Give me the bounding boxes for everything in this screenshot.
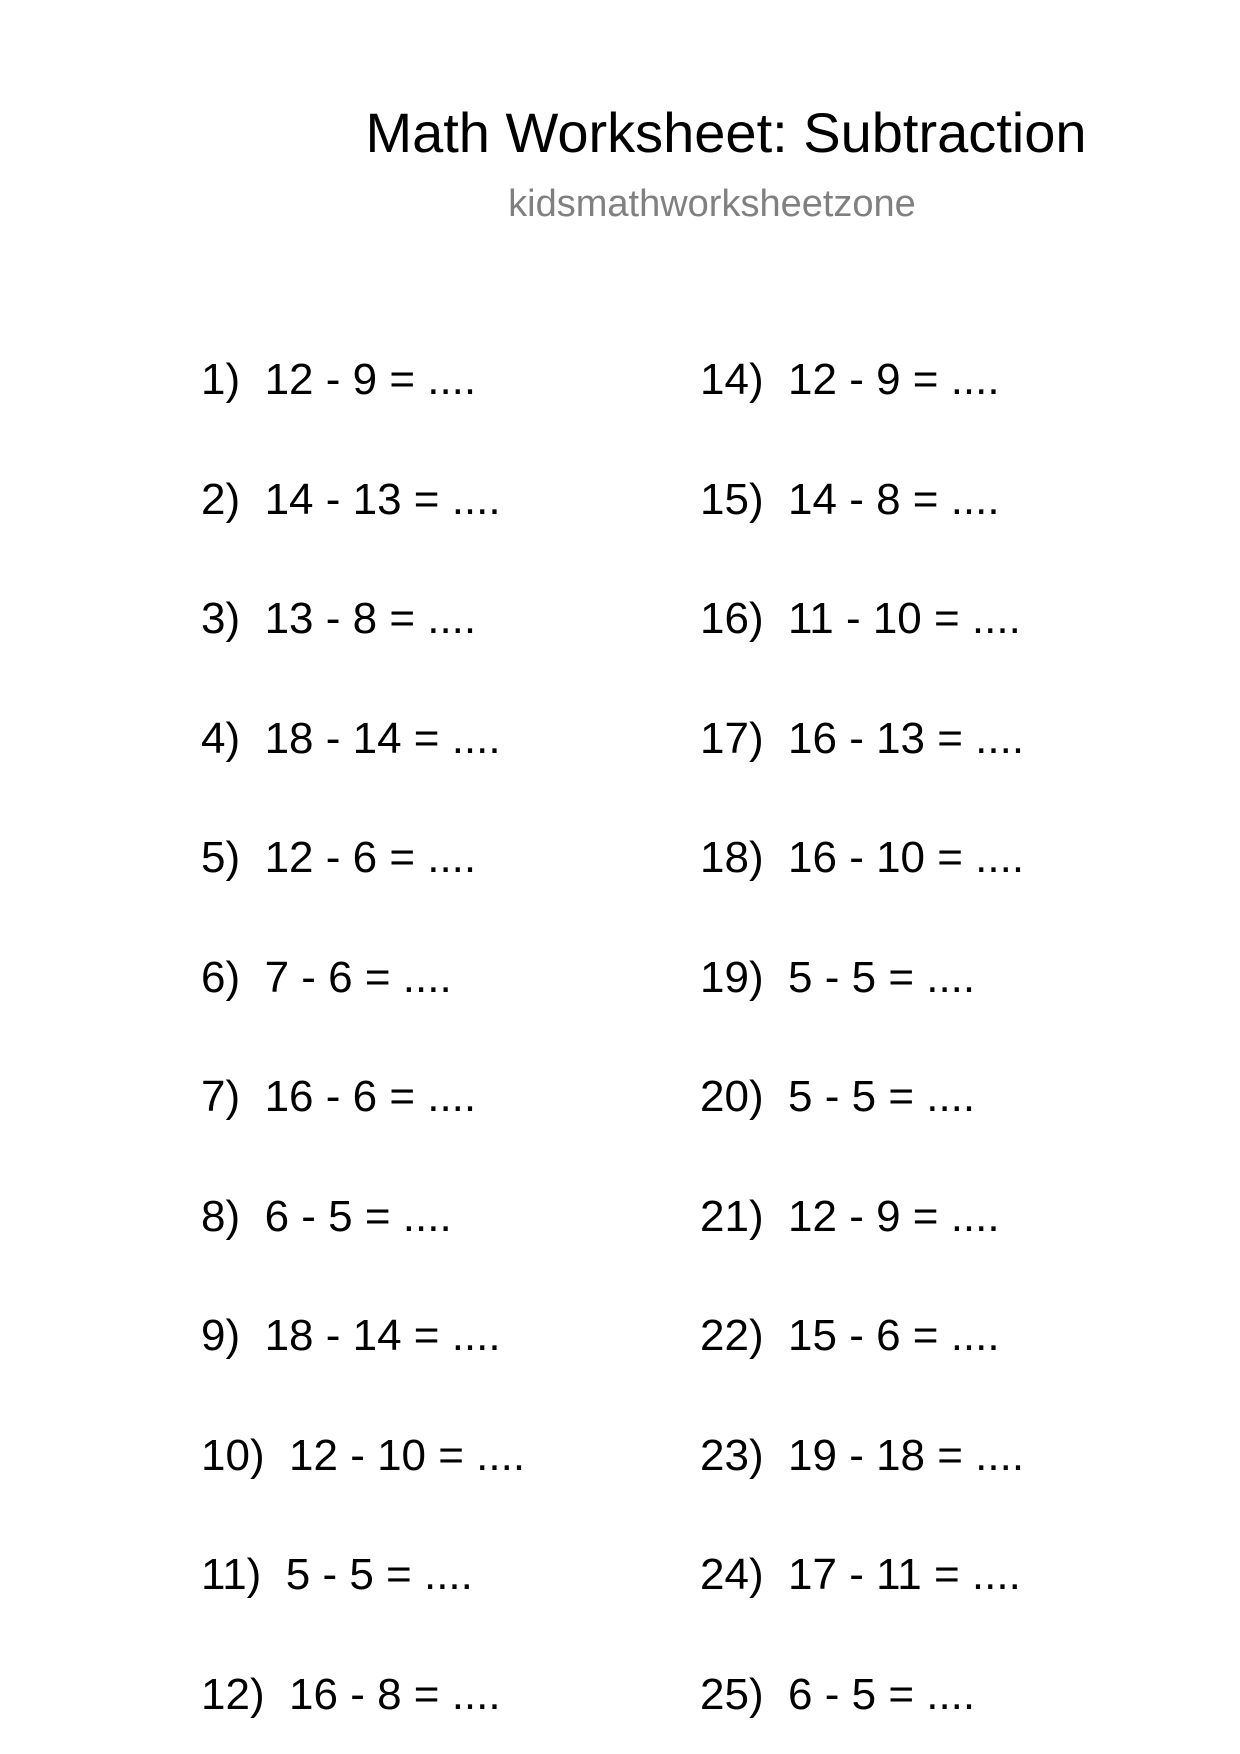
problem-number: 16) [700,594,764,643]
problem-number: 8) [201,1191,241,1241]
problem-item [201,1669,501,1719]
problem-number: 10) [201,1430,265,1480]
worksheet-title: Math Worksheet: Subtraction [365,101,1087,164]
problem-number: 20) [700,1072,764,1121]
problem-number: 15) [700,474,764,524]
problem-expression: 17 - 11 = .... [788,1550,1021,1599]
problem-item [700,1669,976,1719]
problem-item [201,1072,477,1121]
problem-item [700,952,976,1002]
problem-number: 21) [700,1191,764,1241]
worksheet-subtitle: kidsmathworksheetzone [508,183,916,225]
problem-number: 6) [201,952,241,1002]
problem-expression: 18 - 14 = .... [264,1311,501,1360]
problem-expression: 13 - 8 = .... [264,594,477,643]
problem-number: 25) [700,1669,764,1719]
problem-expression: 12 - 9 = .... [264,355,477,404]
problem-number: 3) [201,594,241,643]
problem-expression: 15 - 6 = .... [788,1311,1000,1360]
problem-expression: 14 - 8 = .... [788,474,1000,524]
problem-expression: 12 - 9 = .... [788,1191,1000,1241]
problem-expression: 12 - 10 = .... [289,1430,526,1480]
problem-expression: 18 - 14 = .... [264,713,501,763]
problem-item [700,474,1000,524]
problem-item [201,594,477,643]
problem-item [201,1191,452,1241]
problem-number: 24) [700,1550,764,1599]
problem-item [700,833,1025,882]
problem-item [201,833,477,882]
problem-item [700,355,1000,404]
problem-expression: 12 - 6 = .... [264,833,477,882]
problem-expression: 7 - 6 = .... [264,952,452,1002]
problem-expression: 16 - 8 = .... [289,1669,501,1719]
problem-number: 7) [201,1072,241,1121]
problem-number: 14) [700,355,764,404]
problem-item [201,474,501,524]
problem-expression: 14 - 13 = .... [264,474,501,524]
problem-number: 4) [201,713,241,763]
problem-expression: 16 - 10 = .... [788,833,1025,882]
problem-number: 23) [700,1430,764,1480]
problem-number: 11) [201,1550,262,1599]
problem-item [700,1430,1025,1480]
problem-item [700,713,1025,763]
problem-number: 22) [700,1311,764,1360]
problem-number: 9) [201,1311,241,1360]
problem-number: 17) [700,713,764,763]
problem-expression: 19 - 18 = .... [788,1430,1025,1480]
problem-expression: 6 - 5 = .... [264,1191,452,1241]
problem-expression: 5 - 5 = .... [788,952,976,1002]
problem-item [201,713,501,763]
problem-item [201,1550,473,1599]
problem-number: 2) [201,474,241,524]
problem-item [201,1311,501,1360]
problem-number: 1) [201,355,241,404]
problem-item [700,1311,1000,1360]
problem-number: 18) [700,833,764,882]
problem-item [700,594,1021,643]
problem-expression: 11 - 10 = .... [788,594,1021,643]
problem-expression: 16 - 6 = .... [264,1072,477,1121]
problem-item [201,952,452,1002]
problem-expression: 5 - 5 = .... [285,1550,473,1599]
problem-expression: 16 - 13 = .... [788,713,1025,763]
problem-number: 12) [201,1669,265,1719]
problem-item [700,1191,1000,1241]
problem-item [201,355,477,404]
problem-expression: 6 - 5 = .... [788,1669,976,1719]
problem-number: 19) [700,952,764,1002]
problem-number: 5) [201,833,241,882]
problem-expression: 5 - 5 = .... [788,1072,976,1121]
problem-expression: 12 - 9 = .... [788,355,1000,404]
problem-item [700,1072,976,1121]
problem-item [700,1550,1021,1599]
problem-item [201,1430,526,1480]
